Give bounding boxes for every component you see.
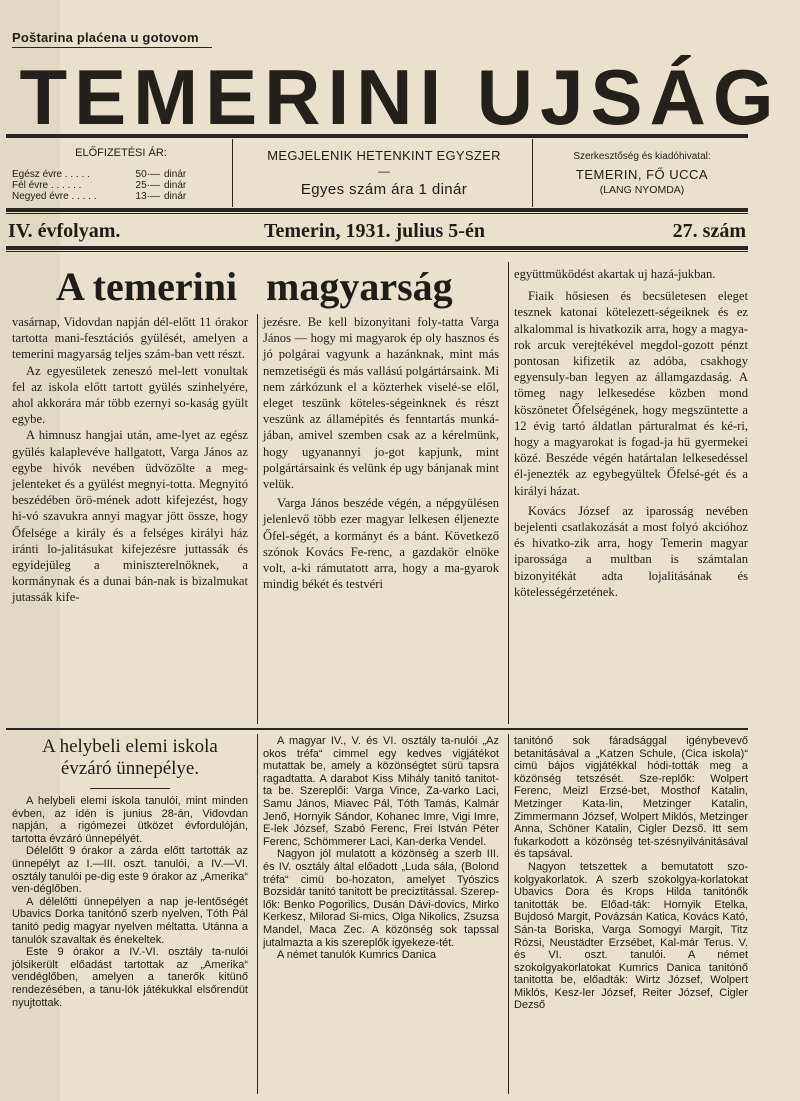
issue-price: Egyes szám ára 1 dinár bbox=[300, 181, 468, 198]
issue-rule-bottom bbox=[6, 246, 748, 250]
office-label: Szerkesztőség és kiadóhivatal: bbox=[573, 151, 711, 162]
frequency-dash: — bbox=[378, 164, 390, 178]
issue-volume: IV. évfolyam. bbox=[8, 220, 121, 242]
school-article-col-2 bbox=[263, 735, 499, 962]
main-article-col-3 bbox=[514, 266, 748, 600]
column-divider bbox=[508, 262, 509, 724]
paragraph: együttmüködést akartak uj hazá-jukban. bbox=[514, 267, 716, 281]
office-address: TEMERIN, FŐ UCCA bbox=[575, 167, 709, 182]
postage-underline bbox=[12, 47, 212, 48]
issue-line bbox=[6, 216, 748, 246]
section-rule bbox=[6, 728, 748, 730]
paragraph: Az egyesületek zeneszó mel-lett vonultak fel az iskola előtt tartott gyülés szinhelyére, ahol akkorára már több ezernyi so-kaság gyült egybe. bbox=[12, 363, 248, 427]
column-divider bbox=[257, 314, 258, 724]
paragraph: jezésre. Be kell bizonyitani foly-tatta Varga János — hogy mi magyarok ép oly hasznos és jó polgárai vagyunk a hazánknak, mint más nemzetiségü és más vallású polgártársaink. Mi nem zárkózunk el a közterhek viselé-se elől, eleget teszünk köteles-ségeinknek és részt veszünk az államépités és fenntartás munká-jában, amivel szemben csak az a kérelmünk, hogy ugyanannyi jo-got kapjunk, mint polgártársaink és velünk ép ugy bánjanak mint velük. bbox=[263, 315, 499, 492]
office-printer: (LANG NYOMDA) bbox=[599, 184, 685, 196]
office-box bbox=[536, 139, 748, 207]
masthead-rule-thin bbox=[6, 213, 748, 214]
paragraph: Este 9 órakor a IV.-VI. osztály ta-nulói jólsikerült előadást tartottak az „Amerika“ vendéglőben, amelyen a tanerők kitünő rendezésében, a tanu-lók játékukkal elsőrendüt nyujtottak. bbox=[12, 946, 248, 1009]
paragraph: Nagyon tetszettek a bemutatott szo-kolgyakorlatok. A szerb szokolgya-korlatokat Ubavics Dora és Krops Hilda tanitónők tanitották be. Előad-ták: Hornyik Etelka, Bujdosó Margit, Povázsán Katica, Kovács Kató, Sán-ta Boriska, Varga Somogyi Margit, Titz Rózsi, Neustädter Erzsébet, Kal-már Terus. V. és VI. oszt. tanulói. A német szokolgyakorlatokat Kumrics Danica tanitónő tanitotta be, előadták: Wirtz József, Wolpert Miklós, Kesz-ler József, Reiter József, Cigler Dezső bbox=[514, 860, 748, 1012]
issue-rule-thin bbox=[6, 251, 748, 252]
paragraph: Varga János beszéde végén, a népgyülésen jelenlevő több ezer magyar lelkesen éljenezte Őfel-ségét, a kormányt és a bánt. Következő szónok Kovács Fe-renc, a gazdakör elnöke volt, a-ki rámutatott arra, hogy a ma-gyarok mindig békét és testvéri bbox=[263, 496, 499, 592]
postage-note: Poštarina plaćena u gotovom bbox=[12, 30, 199, 45]
paragraph: Kovács József az iparosság nevében bejelenti csatlakozását a most folyó akcióhoz és hivatko-zik arra, hogy Temerin magyar iparossága a multban is számtalan bizonyitékát adta lojalitásának és kötelességérzetének. bbox=[514, 503, 748, 599]
school-article-col-3 bbox=[514, 735, 748, 1012]
subscription-row: Negyed évre . . . . . 13·— dinár bbox=[12, 191, 187, 202]
masthead-rule-top bbox=[6, 134, 748, 138]
info-separator bbox=[232, 139, 233, 207]
paragraph: tanitónő sok fáradsággal igénybevevő betanitásával a „Katzen Schule, (Cica iskola)“ cimü bájos vigjátékkal hódi-tották meg a közönség tetszését. Sze-replők: Wolpert Ferenc, Meizl Erzsé-bet, Mosthof Katalin, Metzinger Kata-lin, Metzinger Katalin, Zimmermann József, Wolpert Miklós, Metzinger Anna, Schöner Katalin, Cigler Dezső. Itt sem fukarkodott a közönség tet-szésnyilvánitásával és tapsával. bbox=[514, 735, 748, 861]
title-underline bbox=[90, 788, 170, 789]
main-article-col-2 bbox=[263, 314, 499, 592]
subscription-row: Fél évre . . . . . . 25·— dinár bbox=[12, 180, 187, 191]
info-separator bbox=[532, 139, 533, 207]
subscription-box bbox=[10, 139, 232, 207]
paragraph: A magyar IV., V. és VI. osztály ta-nulói „Az okos tréfa“ cimmel egy kedves vigjátékot mutattak be, amely a közönségtet sürü tapsra ragadtatta. A darabot Kiss Mihály tanitó tanitot-ta be. Szereplői: Varga Vince, Za-varko Laci, Samu János, Miavec Pál, Tóth Tamás, Kalmár Jenő, Hornyik Sándor, Kohanec Imre, Vigi Imre, E-lek József, Szabó Ferenc, Frei István Péter Ferenc, Schömmerer Laci, Kan-derka Vendel. bbox=[263, 735, 499, 848]
paragraph: A német tanulók Kumrics Danica bbox=[277, 949, 436, 962]
headline-left: A temerini bbox=[56, 264, 238, 309]
issue-date: Temerin, 1931. julius 5-én bbox=[264, 220, 485, 242]
paragraph: A helybeli elemi iskola tanulói, mint minden évben, az idén is junius 28-án, Vidovdan napján, a rigómezei ütközet évfordulóján, tartotta évzáró ünnepélyét. bbox=[12, 795, 248, 845]
frequency-box bbox=[238, 139, 530, 207]
paragraph: A délelőtti ünnepélyen a nap je-lentőségét Ubavics Dorka tanitónő szerb nyelven, Tóth Pál tanitó pedig magyar nyelven méltatta. Utánna a tanulók szavaltak és énekeltek. bbox=[12, 895, 248, 946]
paragraph: vasárnap, Vidovdan napján dél-előtt 11 órakor tartotta mani-fesztációs gyülését, amelyen a temerini magyarság teljes szám-ban vett részt. bbox=[12, 315, 248, 362]
paragraph: Nagyon jól mulatott a közönség a szerb III. és IV. osztály által előadott „Luda sála, (Bolond tréfa“ cimü bo-hozaton, amelyet Tyószics Bozsidár tanitó tanitott be preciztitással. Szerep-lők: Benko Pogorilics, Dusán Dávi-dovics, Mirko Kerkesz, Milorad Si-mics, Olga Nikolics, Zsuzsa Mandel, Maca Zec. A közönség sok tapssal jutalmazta a kis szereplők igyekeze-tét. bbox=[263, 848, 499, 949]
school-article-col-1 bbox=[12, 734, 248, 1009]
subscription-title: ELŐFIZETÉSI ÁR: bbox=[75, 147, 167, 159]
paragraph: A himnusz hangjai után, ame-lyet az egész gyülés kalaplevéve hallgatott, Varga János az egybe hivók nevében üdvözölte a meg-jelenteket és a gyülést megnyi-totta. Megnyitó beszédében örö-mének adott kifejezést, hogy hi-vó szavukra annyi magyar jött össze, hogy Őfelsége a király és a felséges királyi ház iránti lo-jalitásukat kifejezésre juttassák és egyidejüleg a miniszterelnöknek, a kormánynak és a dunai bán-nak is bizalmukat jutassák kife- bbox=[12, 428, 248, 605]
subscription-row: Egész évre . . . . . 50·— dinár bbox=[12, 169, 187, 180]
school-article-title: A helybeli elemi iskola évzáró ünnepélye. bbox=[42, 736, 218, 779]
masthead-title: TEMERINI UJSÁG bbox=[19, 53, 781, 141]
headline-right: magyarság bbox=[266, 264, 453, 309]
issue-number: 27. szám bbox=[672, 220, 746, 242]
masthead-rule-middle bbox=[6, 208, 748, 212]
column-divider bbox=[508, 734, 509, 1094]
paragraph: Délelőtt 9 órakor a zárda előtt tartották az ünnepélyt az I.—III. oszt. tanulói, a IV.—VI. osztály tanulói pe-dig este 9 órakor az „Amerika“ ven-déglőben. bbox=[12, 845, 248, 896]
column-divider bbox=[257, 734, 258, 1094]
frequency-text: MEGJELENIK HETENKINT EGYSZER bbox=[267, 148, 501, 163]
main-article-col-1 bbox=[12, 314, 248, 606]
paragraph: Fiaik hősiesen és becsületesen eleget tesznek katonai kötelezett-ségeiknek és ez alkalommal is hivatkozik arra, hogy a magya-rok arcuk verejtékével megdol-gozott pénzt pontosan kifizetik az adóba, csakhogy egyensuly-ban legyen az államgazdaság. A tömeg nagy lelkesedése közben mond köszönetet Őfelségének, hogy megszüntette a 12 évig tartó áldatlan párturalmat és ké-ri, hogy a magyarokat is fogad-ja hü gyermekei közé. Beszéde végén határtalan lelkesedéssel él-jenezték az egybegyültek Őfelsé-gét és a királyi házat. bbox=[514, 289, 748, 498]
